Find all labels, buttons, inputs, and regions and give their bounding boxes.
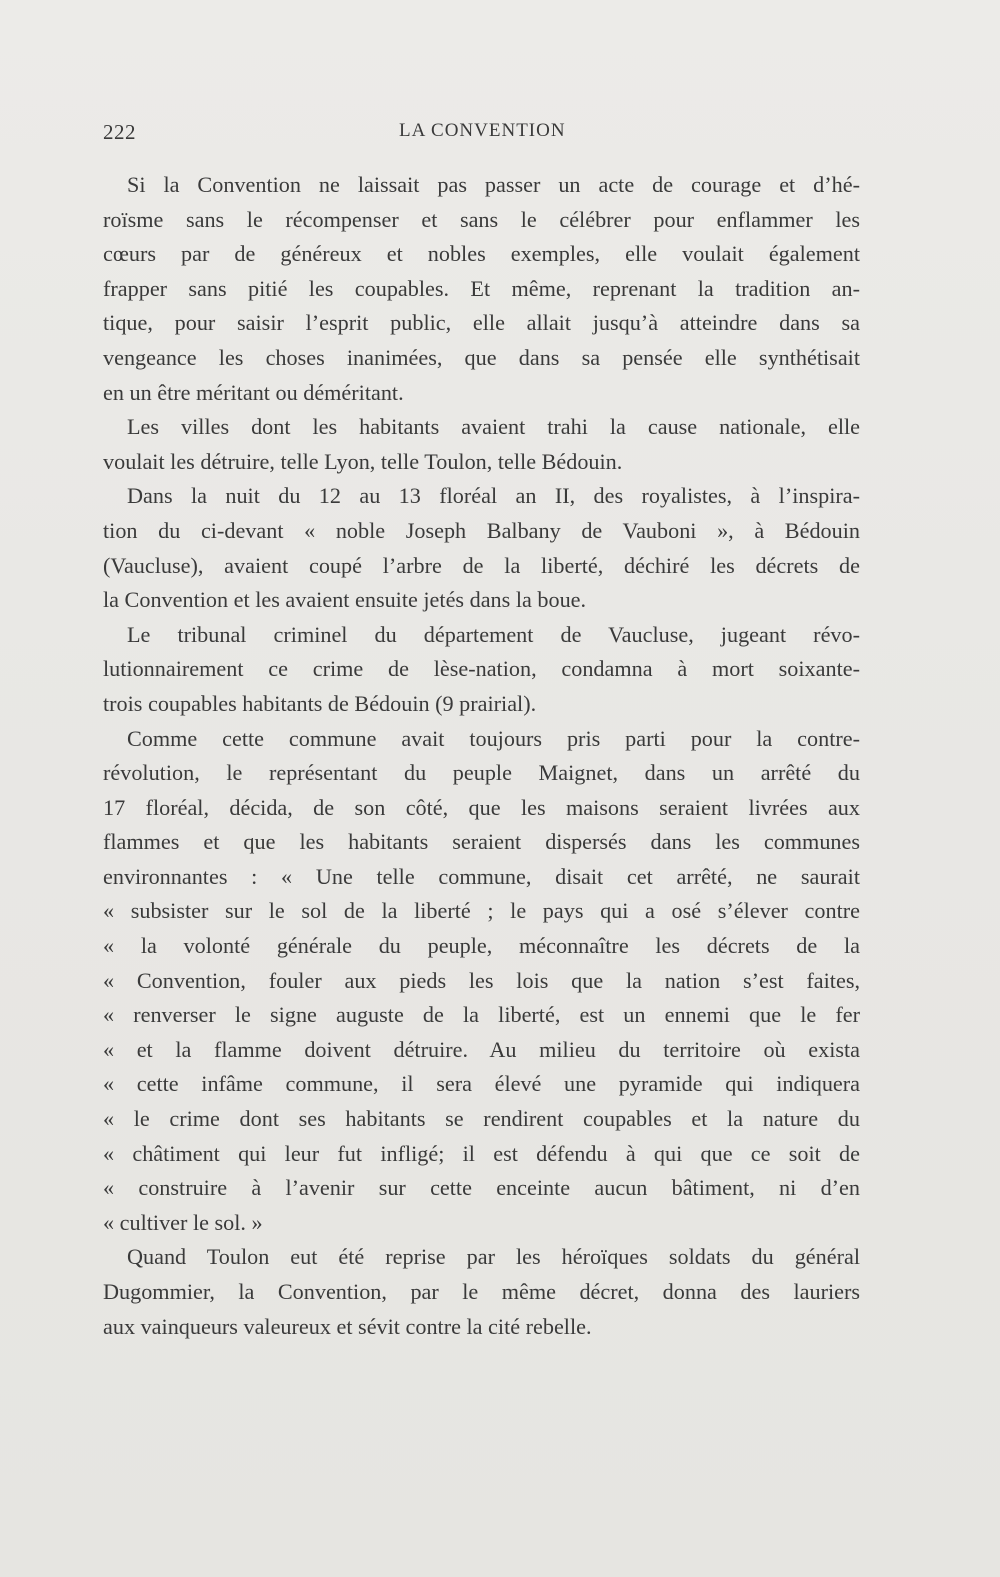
- text-line: roïsme sans le récompenser et sans le célébrer pour enflammer les: [103, 206, 860, 232]
- paragraph: [103, 722, 860, 1241]
- text-line: environnantes : « Une telle commune, disait cet arrêté, ne saurait: [103, 863, 860, 889]
- text-line: Quand Toulon eut été reprise par les héroïques soldats du général: [127, 1244, 860, 1270]
- paragraph: [103, 410, 860, 479]
- text-line: « cultiver le sol. »: [103, 1209, 263, 1235]
- text-line: « Convention, fouler aux pieds les lois que la nation s’est faites,: [103, 967, 860, 993]
- text-line: trois coupables habitants de Bédouin (9 prairial).: [103, 690, 537, 716]
- text-line: frapper sans pitié les coupables. Et même, reprenant la tradition an-: [103, 275, 860, 301]
- text-line: « le crime dont ses habitants se rendirent coupables et la nature du: [103, 1106, 860, 1132]
- running-title: LA CONVENTION: [399, 120, 566, 141]
- text-line: « cette infâme commune, il sera élevé une pyramide qui indiquera: [103, 1071, 860, 1097]
- text-line: lutionnairement ce crime de lèse-nation, condamna à mort soixante-: [103, 656, 860, 682]
- text-line: « et la flamme doivent détruire. Au milieu du territoire où exista: [103, 1036, 860, 1062]
- text-line: tion du ci-devant « noble Joseph Balbany de Vauboni », à Bédouin: [103, 517, 860, 543]
- text-line: Dugommier, la Convention, par le même décret, donna des lauriers: [103, 1279, 860, 1304]
- text-line: Comme cette commune avait toujours pris parti pour la contre-: [127, 725, 860, 751]
- text-line: en un être méritant ou déméritant.: [103, 379, 404, 405]
- paragraph: [103, 618, 860, 722]
- text-line: Si la Convention ne laissait pas passer un acte de courage et d’hé-: [127, 172, 860, 197]
- paragraph: [103, 1240, 860, 1344]
- paragraph: [103, 168, 860, 410]
- text-line: révolution, le représentant du peuple Maignet, dans un arrêté du: [103, 760, 860, 786]
- text-line: vengeance les choses inanimées, que dans sa pensée elle synthétisait: [103, 344, 860, 370]
- text-line: « construire à l’avenir sur cette enceinte aucun bâtiment, ni d’en: [103, 1175, 860, 1201]
- text-line: « la volonté générale du peuple, méconnaître les décrets de la: [103, 933, 860, 959]
- text-line: Dans la nuit du 12 au 13 floréal an II, des royalistes, à l’inspira-: [127, 483, 860, 509]
- text-line: Les villes dont les habitants avaient trahi la cause nationale, elle: [127, 414, 860, 440]
- text-line: « subsister sur le sol de la liberté ; le pays qui a osé s’élever contre: [103, 898, 860, 924]
- text-line: tique, pour saisir l’esprit public, elle allait jusqu’à atteindre dans sa: [103, 310, 860, 336]
- body-text: [103, 168, 860, 1344]
- text-line: aux vainqueurs valeureux et sévit contre la cité rebelle.: [103, 1313, 592, 1339]
- text-line: « châtiment qui leur fut infligé; il est défendu à qui que ce soit de: [103, 1140, 860, 1166]
- text-line: « renverser le signe auguste de la liberté, est un ennemi que le fer: [103, 1002, 860, 1028]
- paragraph: [103, 479, 860, 617]
- text-line: cœurs par de généreux et nobles exemples, elle voulait également: [103, 241, 860, 267]
- page-number: 222: [103, 120, 136, 144]
- text-line: la Convention et les avaient ensuite jetés dans la boue.: [103, 587, 587, 613]
- text-line: flammes et que les habitants seraient dispersés dans les communes: [103, 829, 860, 855]
- text-line: voulait les détruire, telle Lyon, telle Toulon, telle Bédouin.: [103, 448, 623, 474]
- text-line: (Vaucluse), avaient coupé l’arbre de la liberté, déchiré les décrets de: [103, 552, 860, 578]
- text-line: Le tribunal criminel du département de Vaucluse, jugeant révo-: [127, 621, 860, 647]
- page-header: [103, 120, 863, 148]
- text-line: 17 floréal, décida, de son côté, que les maisons seraient livrées aux: [103, 794, 860, 820]
